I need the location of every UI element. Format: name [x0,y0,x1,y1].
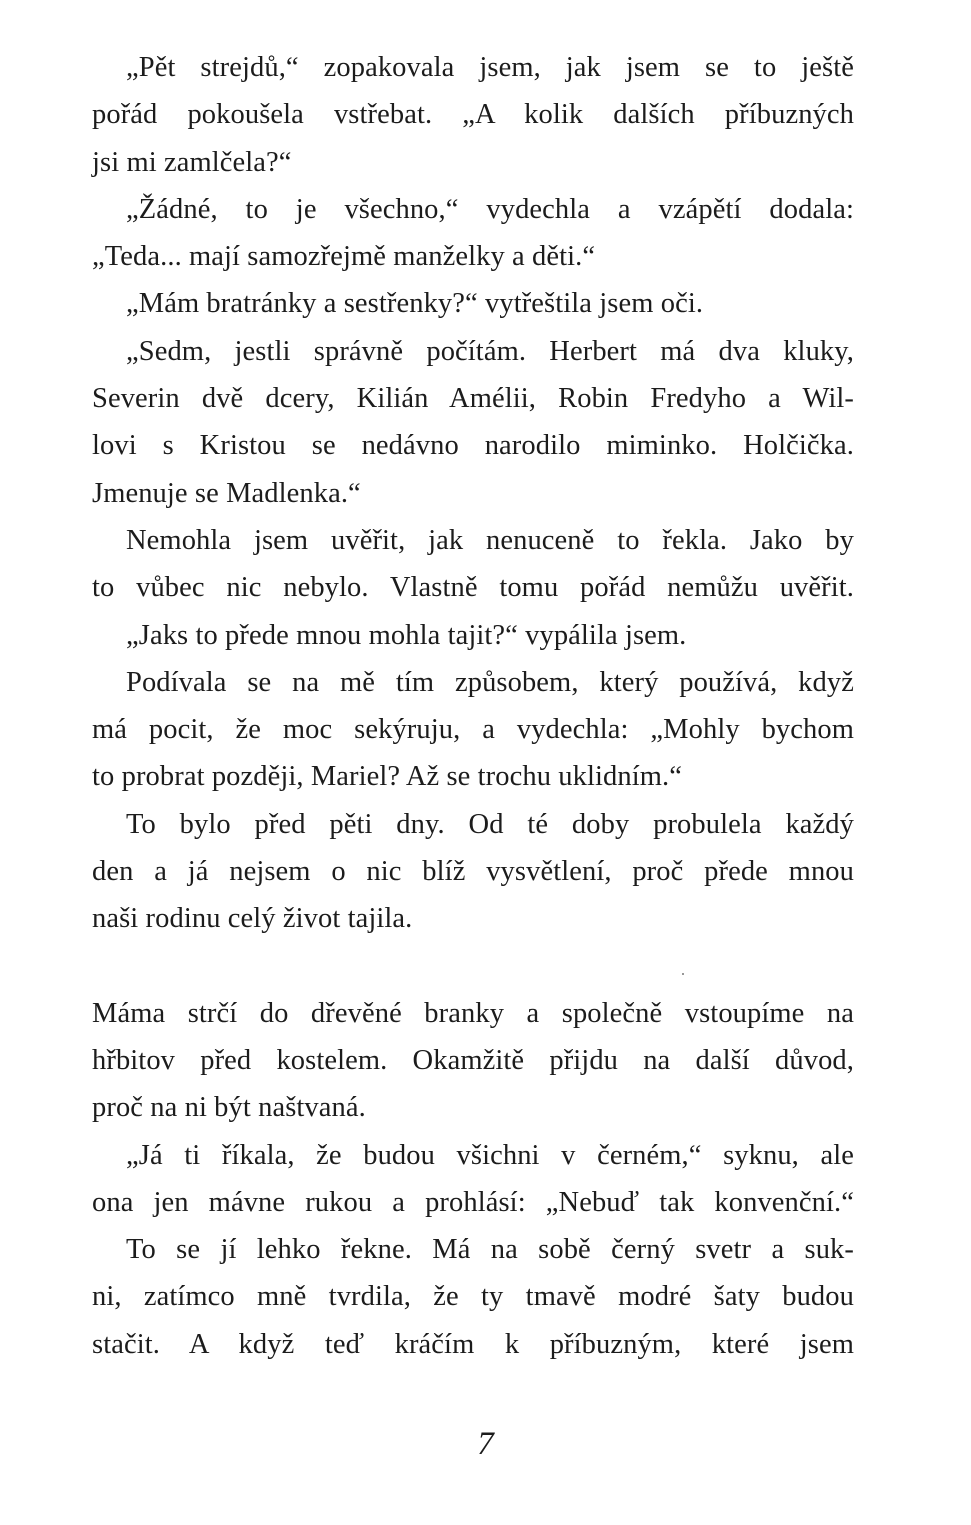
paragraph [92,801,854,943]
text-line: Severin dvě dcery, Kilián Amélii, Robin Fredyho a Wil- [92,383,854,415]
paragraph [92,659,854,801]
text-line: lovi s Kristou se nedávno narodilo miminko. Holčička. [92,430,854,462]
text-line: „Pět strejdů,“ zopakovala jsem, jak jsem se to ještě [126,52,854,83]
text-line: pořád pokoušela vstřebat. „A kolik dalších příbuzných [92,99,854,131]
text-line: naši rodinu celý život tajila. [92,903,413,935]
paragraph [92,328,854,517]
paragraph [92,612,854,659]
paragraph [92,280,854,327]
book-page-text [92,44,854,1368]
paragraph [92,1132,854,1227]
section-break [92,943,854,990]
text-line: má pocit, že moc sekýruju, a vydechla: „Mohly bychom [92,714,854,746]
text-line: to vůbec nic nebylo. Vlastně tomu pořád nemůžu uvěřit. [92,572,854,604]
text-line: ona jen mávne rukou a prohlásí: „Nebuď tak konvenční.“ [92,1186,854,1218]
section-1 [92,44,854,943]
text-line: „Teda... mají samozřejmě manželky a děti.“ [92,241,596,273]
text-line: To bylo před pěti dny. Od té doby probulela každý [126,808,854,840]
text-line: „Mám bratránky a sestřenky?“ vytřeštila jsem oči. [126,288,704,320]
text-line: ni, zatímco mně tvrdila, že ty tmavě modré šaty budou [92,1281,854,1313]
text-line: den a já nejsem o nic blíž vysvětlení, proč přede mnou [92,856,854,888]
text-line: stačit. A když teď kráčím k příbuzným, které jsem [92,1328,854,1360]
section-2 [92,990,854,1368]
paragraph [92,1226,854,1368]
text-line: hřbitov před kostelem. Okamžitě přijdu na další důvod, [92,1044,854,1076]
text-line: „Sedm, jestli správně počítám. Herbert má dva kluky, [126,335,854,367]
paragraph [92,990,854,1132]
text-line: Podívala se na mě tím způsobem, který používá, když [126,666,854,698]
paper-speck [682,973,684,975]
paragraph [92,186,854,281]
text-line: proč na ni být naštvaná. [92,1092,366,1124]
text-line: jsi mi zamlčela?“ [92,146,292,178]
text-line: to probrat později, Mariel? Až se trochu uklidním.“ [92,761,682,793]
text-line: „Jaks to přede mnou mohla tajit?“ vypálila jsem. [126,619,687,651]
text-line: „Já ti říkala, že budou všichni v černém,“ syknu, ale [126,1139,854,1171]
text-line: Nemohla jsem uvěřit, jak nenuceně to řekla. Jako by [126,524,854,556]
text-line: Jmenuje se Madlenka.“ [92,477,361,509]
text-line: „Žádné, to je všechno,“ vydechla a vzápětí dodala: [126,193,854,225]
paragraph [92,517,854,612]
text-line: To se jí lehko řekne. Má na sobě černý svetr a suk- [126,1234,854,1266]
page-number: 7 [477,1426,494,1462]
text-line: Máma strčí do dřevěné branky a společně vstoupíme na [92,997,854,1029]
paragraph [92,44,854,186]
